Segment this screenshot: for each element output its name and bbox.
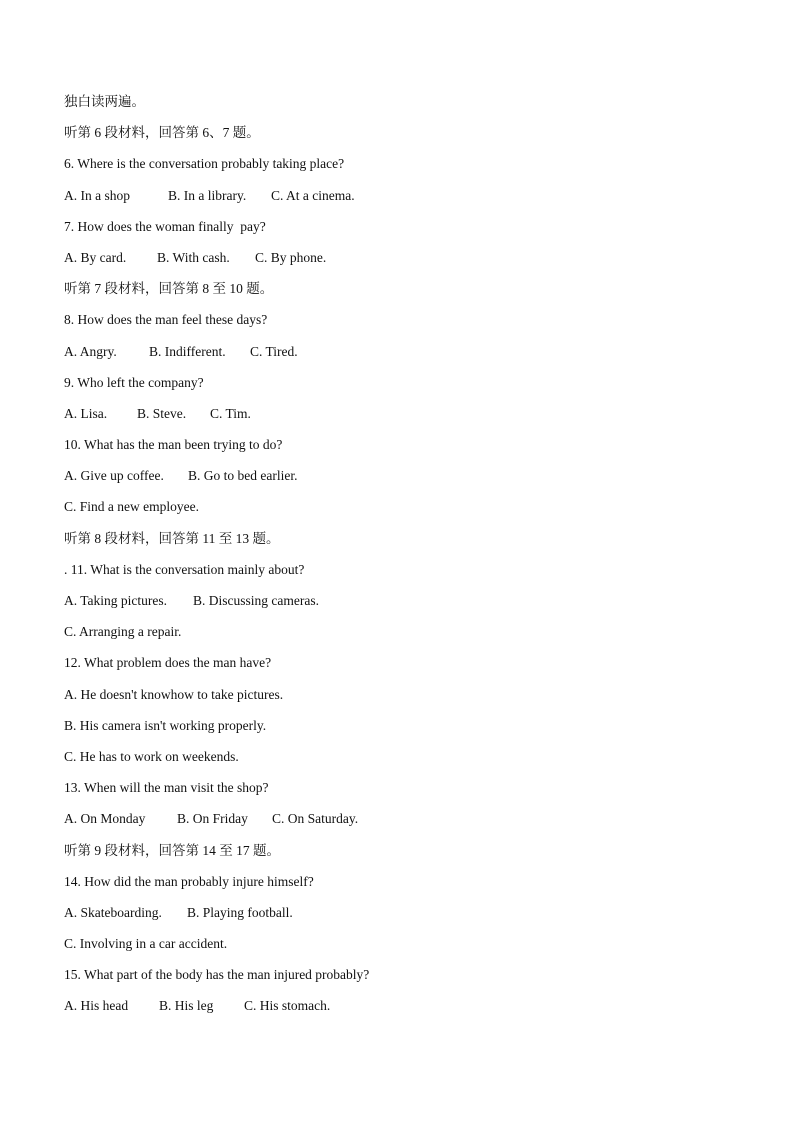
text-line: 12. What problem does the man have? [64, 655, 272, 671]
answer-option: B. On Friday [177, 811, 248, 827]
answer-options [64, 903, 744, 934]
answer-options [64, 404, 744, 435]
question-list [64, 92, 744, 1028]
answer-option: C. His stomach. [244, 998, 331, 1014]
answer-option: A. Angry. [64, 343, 117, 359]
text-line: C. Find a new employee. [64, 499, 199, 515]
text-line: 9. Who left the company? [64, 374, 204, 390]
answer-option: C. At a cinema. [271, 187, 355, 203]
text-line: . 11. What is the conversation mainly about? [64, 561, 305, 577]
text-line: 听第 6 段材料，回答第 6、7 题。 [64, 125, 260, 141]
answer-option: A. In a shop [64, 187, 130, 203]
answer-option: A. Give up coffee. [64, 468, 164, 484]
answer-option: C. Tim. [210, 405, 251, 421]
answer-options [64, 809, 744, 840]
text-line: 独白读两遍。 [64, 94, 145, 109]
answer-option: A. Lisa. [64, 405, 108, 421]
answer-options [64, 342, 744, 373]
text-line: 10. What has the man been trying to do? [64, 437, 283, 453]
answer-option: B. Steve. [137, 405, 187, 421]
answer-option: A. By card. [64, 249, 127, 265]
text-line: 听第 8 段材料，回答第 11 至 13 题。 [64, 530, 280, 546]
text-line: 听第 7 段材料，回答第 8 至 10 题。 [64, 281, 274, 297]
text-line: C. He has to work on weekends. [64, 748, 239, 764]
text-line: C. Arranging a repair. [64, 624, 182, 640]
answer-options [64, 466, 744, 497]
answer-option: B. Playing football. [187, 904, 293, 920]
text-line: A. He doesn't knowhow to take pictures. [64, 686, 284, 702]
answer-option: B. With cash. [157, 249, 230, 265]
answer-option: B. In a library. [168, 187, 247, 203]
answer-option: B. His leg [159, 998, 214, 1014]
answer-option: B. Go to bed earlier. [188, 468, 298, 484]
answer-option: C. Tired. [250, 343, 298, 359]
answer-option: A. Skateboarding. [64, 904, 162, 920]
text-line: B. His camera isn't working properly. [64, 717, 267, 733]
answer-options [64, 248, 744, 279]
text-line: 13. When will the man visit the shop? [64, 780, 269, 796]
answer-option: C. By phone. [255, 249, 327, 265]
text-line: 7. How does the woman finally pay? [64, 218, 266, 234]
answer-option: A. On Monday [64, 811, 146, 827]
text-line: 8. How does the man feel these days? [64, 312, 268, 328]
answer-option: A. His head [64, 998, 129, 1014]
answer-options [64, 591, 744, 622]
text-line: 6. Where is the conversation probably taking place? [64, 156, 345, 172]
answer-options [64, 996, 744, 1027]
text-line: 15. What part of the body has the man injured probably? [64, 967, 370, 983]
answer-option: C. On Saturday. [272, 811, 359, 827]
answer-option: B. Discussing cameras. [193, 593, 319, 608]
text-line: C. Involving in a car accident. [64, 936, 228, 952]
text-line: 听第 9 段材料，回答第 14 至 17 题。 [64, 842, 280, 858]
answer-option: B. Indifferent. [149, 343, 226, 359]
answer-option: A. Taking pictures. [64, 593, 168, 608]
answer-options [64, 186, 744, 217]
text-line: 14. How did the man probably injure himself? [64, 873, 314, 889]
